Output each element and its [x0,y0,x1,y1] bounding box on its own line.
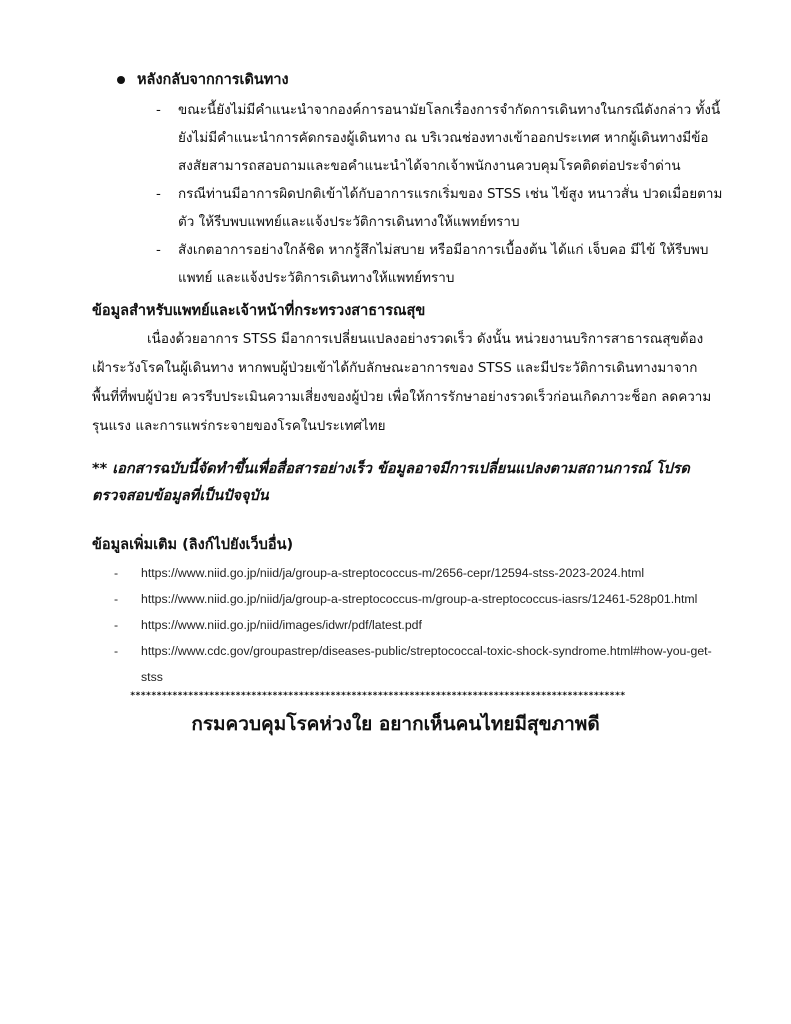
list-item: - กรณีท่านมีอาการผิดปกติเข้าได้กับอาการแรกเริ่มของ STSS เช่น ไข้สูง หนาวสั่น ปวดเมื่อยตามตัว ให้รีบพบแพทย์และแจ้งประวัติการเดินทางให้แพทย์ทราบ [150,180,730,236]
separator-line: ********************************************************************************************** [130,691,626,701]
link-item[interactable] [92,560,722,586]
bullet-dot-icon [117,76,125,84]
dash-icon: - [156,186,161,202]
link-url[interactable]: https://www.cdc.gov/groupastrep/diseases-public/streptococcal-toxic-shock-syndrome.html#how-you-get-stss [141,644,712,684]
link-url[interactable]: https://www.niid.go.jp/niid/ja/group-a-streptococcus-m/group-a-streptococcus-iasrs/12461-528p01.html [141,592,698,606]
link-url[interactable]: https://www.niid.go.jp/niid/ja/group-a-streptococcus-m/2656-cepr/12594-stss-2023-2024.html [141,566,645,580]
doctors-section-heading: ข้อมูลสำหรับแพทย์และเจ้าหน้าที่กระทรวงสาธารณสุข [92,303,426,319]
more-info-links [92,560,722,690]
dash-icon: - [114,592,119,606]
list-item: - ขณะนี้ยังไม่มีคำแนะนำจากองค์การอนามัยโลกเรื่องการจำกัดการเดินทางในกรณีดังกล่าว ทั้งนี้ยังไม่มีคำแนะนำการคัดกรองผู้เดินทาง ณ บริเวณช่องทางเข้าออกประเทศ หากผู้เดินทางมีข้อสงสัยสามารถสอบถามและขอคำแนะนำได้จากเจ้าพนักงานควบคุมโรคติดต่อประจำด่าน [150,96,730,180]
doctors-section-paragraph: เนื่องด้วยอาการ STSS มีอาการเปลี่ยนแปลงอย่างรวดเร็ว ดังนั้น หน่วยงานบริการสาธารณสุขต้องเฝ้าระวังโรคในผู้เดินทาง หากพบผู้ป่วยเข้าได้กับลักษณะอาการของ STSS และมีประวัติการเดินทางมาจากพื้นที่ที่พบผู้ป่วย ควรรีบประเมินความเสี่ยงของผู้ป่วย เพื่อให้การรักษาอย่างรวดเร็วก่อนเกิดภาวะช็อก ลดความรุนแรง และการแพร่กระจายของโรคในประเทศไทย [92,331,712,434]
list-item: - สังเกตอาการอย่างใกล้ชิด หากรู้สึกไม่สบาย หรือมีอาการเบื้องต้น ได้แก่ เจ็บคอ มีไข้ ให้รีบพบแพทย์ และแจ้งประวัติการเดินทางให้แพทย์ทราบ [150,236,730,292]
disclaimer-note: ** เอกสารฉบับนี้จัดทำขึ้นเพื่อสื่อสารอย่างเร็ว ข้อมูลอาจมีการเปลี่ยนแปลงตามสถานการณ์ โปรดตรวจสอบข้อมูลที่เป็นปัจจุบัน [92,461,690,504]
dash-icon: - [114,566,119,580]
link-item[interactable] [92,586,722,612]
dash-icon: - [156,242,161,258]
department-slogan: กรมควบคุมโรคห่วงใย อยากเห็นคนไทยมีสุขภาพดี [191,713,600,735]
dash-icon: - [156,102,161,118]
after-trip-heading: หลังกลับจากการเดินทาง [137,72,289,88]
link-item[interactable] [92,638,722,690]
more-info-heading: ข้อมูลเพิ่มเติม (ลิงก์ไปยังเว็บอื่น) [92,537,294,553]
dash-icon: - [114,644,119,658]
link-item[interactable] [92,612,722,638]
dash-icon: - [114,618,119,632]
link-url[interactable]: https://www.niid.go.jp/niid/images/idwr/pdf/latest.pdf [141,618,422,632]
after-trip-list [150,96,730,292]
